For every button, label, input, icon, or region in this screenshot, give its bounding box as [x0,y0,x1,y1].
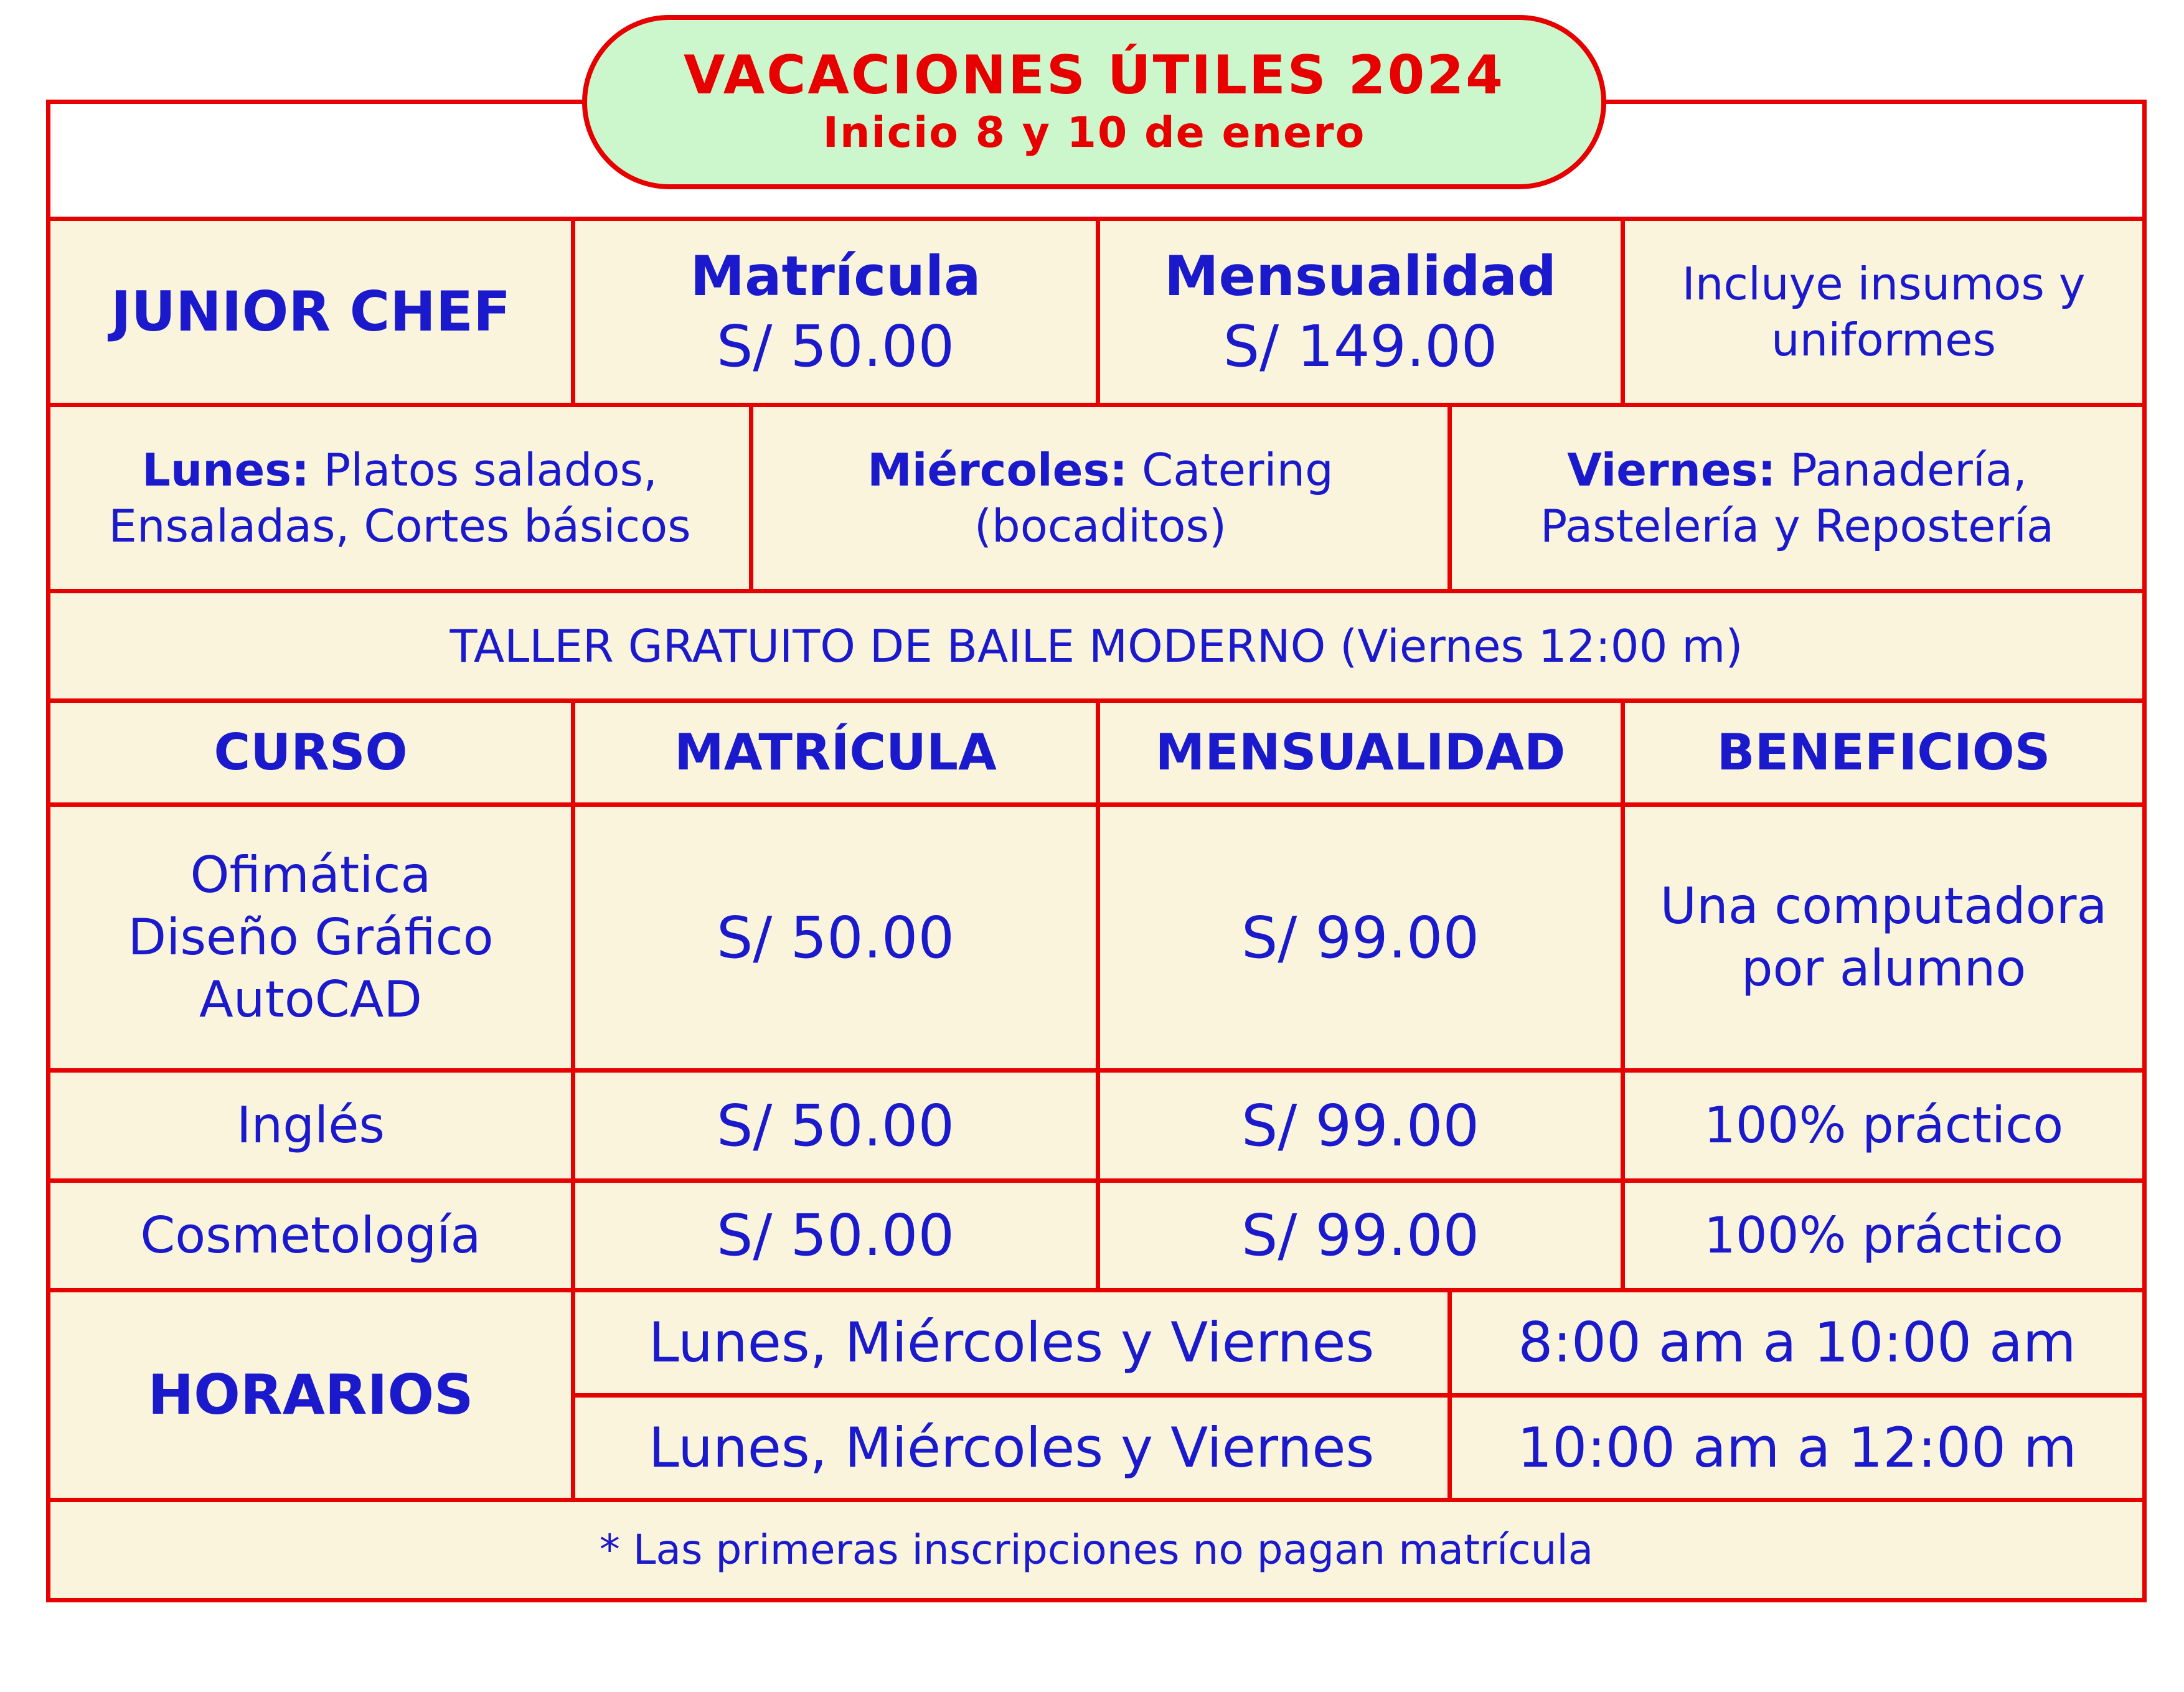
mensualidad-label: Mensualidad [1164,243,1556,308]
table-row [46,1068,2147,1183]
footnote-row [46,1498,2147,1602]
workshop-row [46,589,2147,703]
schedule-days-2: Lunes, Miércoles y Viernes [571,1393,1452,1502]
mensualidad-value: S/ 149.00 [1223,313,1498,380]
table-header-row [46,698,2147,807]
course-beneficio: 100% práctico [1621,1068,2147,1183]
schedule-time-2: 10:00 am a 12:00 m [1447,1393,2147,1502]
course-matricula: S/ 50.00 [571,802,1100,1073]
header-beneficios: BENEFICIOS [1621,698,2147,807]
course-matricula: S/ 50.00 [571,1178,1100,1292]
monday-cell [46,403,753,593]
wednesday-cell [749,403,1452,593]
matricula-value: S/ 50.00 [716,313,954,380]
days-row [46,403,2147,593]
course-mensualidad: S/ 99.00 [1096,802,1625,1073]
course-mensualidad: S/ 99.00 [1096,1178,1625,1292]
header-matricula: MATRÍCULA [571,698,1100,807]
junior-chef-matricula-cell [571,217,1100,407]
title-banner [582,15,1606,189]
friday-label: Viernes: [1567,444,1776,496]
course-beneficio: 100% práctico [1621,1178,2147,1292]
footnote-cell [46,1498,2147,1602]
course-cell: Ofimática Diseño Gráfico AutoCAD [46,802,575,1073]
page-subtitle: Inicio 8 y 10 de enero [822,108,1366,157]
course-beneficio: Una computadora por alumno [1621,802,2147,1073]
monday-text-2: Ensaladas, Cortes básicos [108,500,691,552]
horarios-row [46,1288,2147,1502]
includes-line-1: Incluye insumos y [1682,258,2086,310]
monday-text-1: Platos salados, [309,444,657,496]
course-matricula: S/ 50.00 [571,1068,1100,1183]
header-curso: CURSO [46,698,575,807]
horarios-label: HORARIOS [148,1363,474,1427]
friday-cell [1447,403,2147,593]
junior-chef-label: JUNIOR CHEF [110,280,511,344]
horarios-label-cell [46,1288,575,1502]
footnote-text: * Las primeras inscripciones no pagan matrícula [599,1525,1594,1574]
workshop-text: TALLER GRATUITO DE BAILE MODERNO (Viernes 12:00 m) [450,619,1743,672]
includes-line-2: uniformes [1771,314,1996,366]
course-cell: Inglés [46,1068,575,1183]
table-row [46,1178,2147,1292]
junior-chef-row [46,217,2147,407]
page-title: VACACIONES ÚTILES 2024 [683,44,1505,107]
course-mensualidad: S/ 99.00 [1096,1068,1625,1183]
wednesday-label: Miércoles: [867,444,1128,496]
schedule-days-1: Lunes, Miércoles y Viernes [571,1288,1452,1398]
wednesday-text-2: (bocaditos) [974,500,1227,552]
friday-text-1: Panadería, [1776,444,2027,496]
junior-chef-cell [46,217,575,407]
wednesday-text-1: Catering [1127,444,1334,496]
course-cell: Cosmetología [46,1178,575,1292]
junior-chef-includes-cell [1621,217,2147,407]
junior-chef-mensualidad-cell [1096,217,1625,407]
friday-text-2: Pastelería y Repostería [1540,500,2055,552]
matricula-label: Matrícula [690,243,981,308]
workshop-cell [46,589,2147,703]
monday-label: Lunes: [142,444,309,496]
table-row [46,802,2147,1073]
header-mensualidad: MENSUALIDAD [1096,698,1625,807]
schedule-time-1: 8:00 am a 10:00 am [1447,1288,2147,1398]
